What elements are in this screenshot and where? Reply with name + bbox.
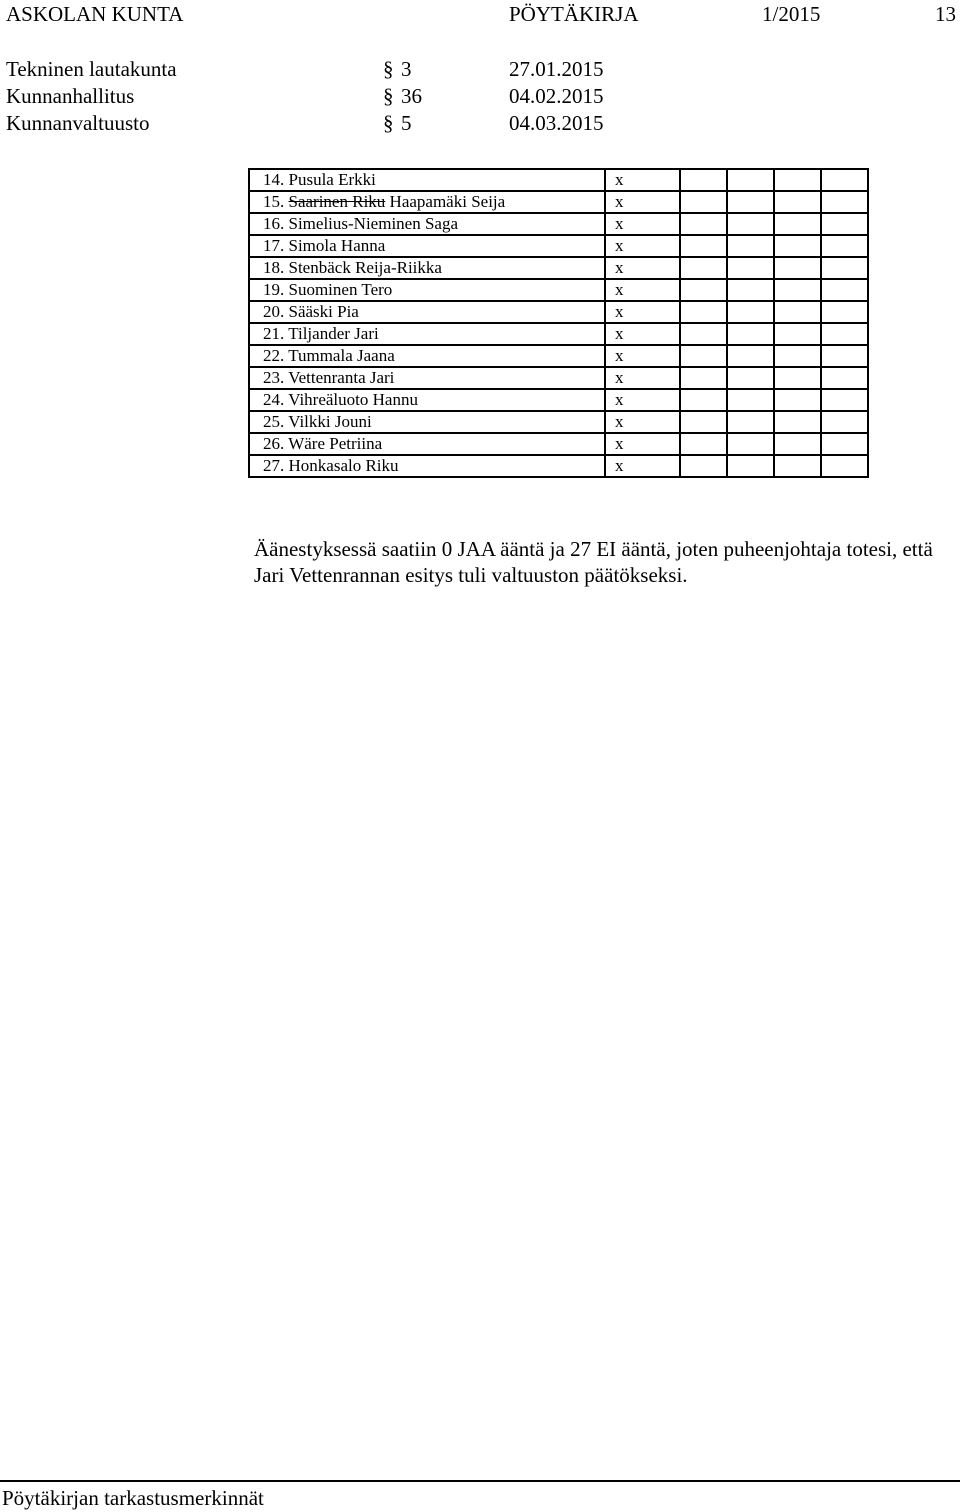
member-number: 24. xyxy=(263,390,285,409)
vote-mark: x xyxy=(605,411,680,433)
vote-row xyxy=(249,213,868,235)
member-number: 26. xyxy=(263,434,285,453)
section-symbol: § xyxy=(383,111,394,135)
empty-vote-cell xyxy=(680,345,727,367)
member-cell xyxy=(249,345,605,367)
empty-vote-cell xyxy=(727,389,774,411)
member-cell xyxy=(249,257,605,279)
vote-mark: x xyxy=(605,301,680,323)
empty-vote-cell xyxy=(727,345,774,367)
section-number: 3 xyxy=(401,57,412,81)
meeting-date: 27.01.2015 xyxy=(509,57,604,81)
member-name: Vihreäluoto Hannu xyxy=(288,390,418,409)
vote-mark: x xyxy=(605,433,680,455)
empty-vote-cell xyxy=(821,191,868,213)
meeting-date: 04.03.2015 xyxy=(509,111,604,135)
member-cell xyxy=(249,301,605,323)
empty-vote-cell xyxy=(680,323,727,345)
empty-vote-cell xyxy=(774,213,821,235)
empty-vote-cell xyxy=(727,433,774,455)
member-name: Honkasalo Riku xyxy=(288,456,399,475)
member-number: 27. xyxy=(263,456,285,475)
member-name: Sääski Pia xyxy=(288,302,359,321)
empty-vote-cell xyxy=(680,235,727,257)
vote-mark: x xyxy=(605,345,680,367)
member-cell xyxy=(249,411,605,433)
page-number: 13 xyxy=(935,2,956,26)
member-name: Suominen Tero xyxy=(288,280,393,299)
member-name: Stenbäck Reija-Riikka xyxy=(288,258,442,277)
vote-mark: x xyxy=(605,279,680,301)
empty-vote-cell xyxy=(727,191,774,213)
empty-vote-cell xyxy=(727,323,774,345)
member-number: 23. xyxy=(263,368,285,387)
empty-vote-cell xyxy=(727,367,774,389)
empty-vote-cell xyxy=(680,169,727,191)
member-cell xyxy=(249,455,605,477)
member-number: 22. xyxy=(263,346,285,365)
empty-vote-cell xyxy=(680,455,727,477)
empty-vote-cell xyxy=(727,169,774,191)
member-name: Pusula Erkki xyxy=(288,170,376,189)
vote-mark: x xyxy=(605,213,680,235)
empty-vote-cell xyxy=(727,213,774,235)
empty-vote-cell xyxy=(821,301,868,323)
meeting-body: Tekninen lautakunta xyxy=(6,57,177,81)
vote-mark: x xyxy=(605,191,680,213)
member-name: Simelius-Nieminen Saga xyxy=(288,214,459,233)
empty-vote-cell xyxy=(680,389,727,411)
vote-result-text: Äänestyksessä saatiin 0 JAA ääntä ja 27 EI ääntä, joten puheenjohtaja totesi, että Jari Vettenrannan esitys tuli valtuuston päätökseksi. xyxy=(254,537,933,587)
vote-row xyxy=(249,411,868,433)
vote-mark: x xyxy=(605,389,680,411)
member-number: 15. xyxy=(263,192,285,211)
member-number: 20. xyxy=(263,302,285,321)
member-cell xyxy=(249,191,605,213)
empty-vote-cell xyxy=(680,279,727,301)
empty-vote-cell xyxy=(727,257,774,279)
vote-row xyxy=(249,169,868,191)
empty-vote-cell xyxy=(680,191,727,213)
member-number: 19. xyxy=(263,280,285,299)
empty-vote-cell xyxy=(727,301,774,323)
empty-vote-cell xyxy=(821,279,868,301)
vote-row xyxy=(249,279,868,301)
empty-vote-cell xyxy=(774,301,821,323)
section-number: 5 xyxy=(401,111,412,135)
vote-row xyxy=(249,257,868,279)
empty-vote-cell xyxy=(774,169,821,191)
member-name: Wäre Petriina xyxy=(288,434,383,453)
empty-vote-cell xyxy=(821,169,868,191)
member-number: 17. xyxy=(263,236,285,255)
empty-vote-cell xyxy=(680,367,727,389)
empty-vote-cell xyxy=(680,433,727,455)
member-name: Tiljander Jari xyxy=(288,324,379,343)
vote-row xyxy=(249,455,868,477)
vote-mark: x xyxy=(605,455,680,477)
empty-vote-cell xyxy=(821,345,868,367)
empty-vote-cell xyxy=(680,411,727,433)
empty-vote-cell xyxy=(680,301,727,323)
empty-vote-cell xyxy=(821,257,868,279)
member-name: Haapamäki Seija xyxy=(389,192,506,211)
empty-vote-cell xyxy=(821,411,868,433)
vote-row xyxy=(249,235,868,257)
meeting-body: Kunnanvaltuusto xyxy=(6,111,150,135)
empty-vote-cell xyxy=(774,389,821,411)
vote-mark: x xyxy=(605,169,680,191)
section-number: 36 xyxy=(401,84,422,108)
member-cell xyxy=(249,389,605,411)
vote-row xyxy=(249,389,868,411)
empty-vote-cell xyxy=(727,235,774,257)
member-number: 18. xyxy=(263,258,285,277)
empty-vote-cell xyxy=(774,279,821,301)
member-cell xyxy=(249,169,605,191)
empty-vote-cell xyxy=(680,213,727,235)
member-cell xyxy=(249,279,605,301)
member-name: Vettenranta Jari xyxy=(288,368,395,387)
empty-vote-cell xyxy=(821,235,868,257)
member-name: Vilkki Jouni xyxy=(288,412,372,431)
member-cell xyxy=(249,433,605,455)
vote-mark: x xyxy=(605,257,680,279)
empty-vote-cell xyxy=(727,455,774,477)
meeting-body: Kunnanhallitus xyxy=(6,84,135,108)
vote-row xyxy=(249,191,868,213)
section-symbol: § xyxy=(383,57,394,81)
empty-vote-cell xyxy=(774,235,821,257)
member-name: Simola Hanna xyxy=(288,236,386,255)
empty-vote-cell xyxy=(774,257,821,279)
empty-vote-cell xyxy=(727,411,774,433)
doc-number: 1/2015 xyxy=(762,2,821,26)
empty-vote-cell xyxy=(821,455,868,477)
vote-row xyxy=(249,433,868,455)
member-cell xyxy=(249,323,605,345)
section-symbol: § xyxy=(383,84,394,108)
member-cell xyxy=(249,367,605,389)
struck-member-name: Saarinen Riku xyxy=(288,192,386,211)
empty-vote-cell xyxy=(821,323,868,345)
vote-mark: x xyxy=(605,235,680,257)
empty-vote-cell xyxy=(774,455,821,477)
org-name: ASKOLAN KUNTA xyxy=(6,2,184,26)
vote-row xyxy=(249,345,868,367)
member-number: 16. xyxy=(263,214,285,233)
empty-vote-cell xyxy=(774,323,821,345)
member-number: 14. xyxy=(263,170,285,189)
vote-table xyxy=(248,168,869,478)
member-name: Tummala Jaana xyxy=(288,346,395,365)
vote-row xyxy=(249,301,868,323)
footer-label: Pöytäkirjan tarkastusmerkinnät xyxy=(2,1486,264,1510)
member-cell xyxy=(249,213,605,235)
empty-vote-cell xyxy=(821,433,868,455)
vote-mark: x xyxy=(605,367,680,389)
empty-vote-cell xyxy=(680,257,727,279)
empty-vote-cell xyxy=(821,389,868,411)
vote-mark: x xyxy=(605,323,680,345)
empty-vote-cell xyxy=(774,345,821,367)
meeting-date: 04.02.2015 xyxy=(509,84,604,108)
member-cell xyxy=(249,235,605,257)
empty-vote-cell xyxy=(821,213,868,235)
empty-vote-cell xyxy=(774,433,821,455)
empty-vote-cell xyxy=(774,411,821,433)
vote-row xyxy=(249,367,868,389)
member-number: 21. xyxy=(263,324,285,343)
doc-type: PÖYTÄKIRJA xyxy=(509,2,639,26)
footer-divider xyxy=(0,1480,960,1482)
member-number: 25. xyxy=(263,412,285,431)
vote-row xyxy=(249,323,868,345)
empty-vote-cell xyxy=(727,279,774,301)
empty-vote-cell xyxy=(774,191,821,213)
empty-vote-cell xyxy=(774,367,821,389)
empty-vote-cell xyxy=(821,367,868,389)
